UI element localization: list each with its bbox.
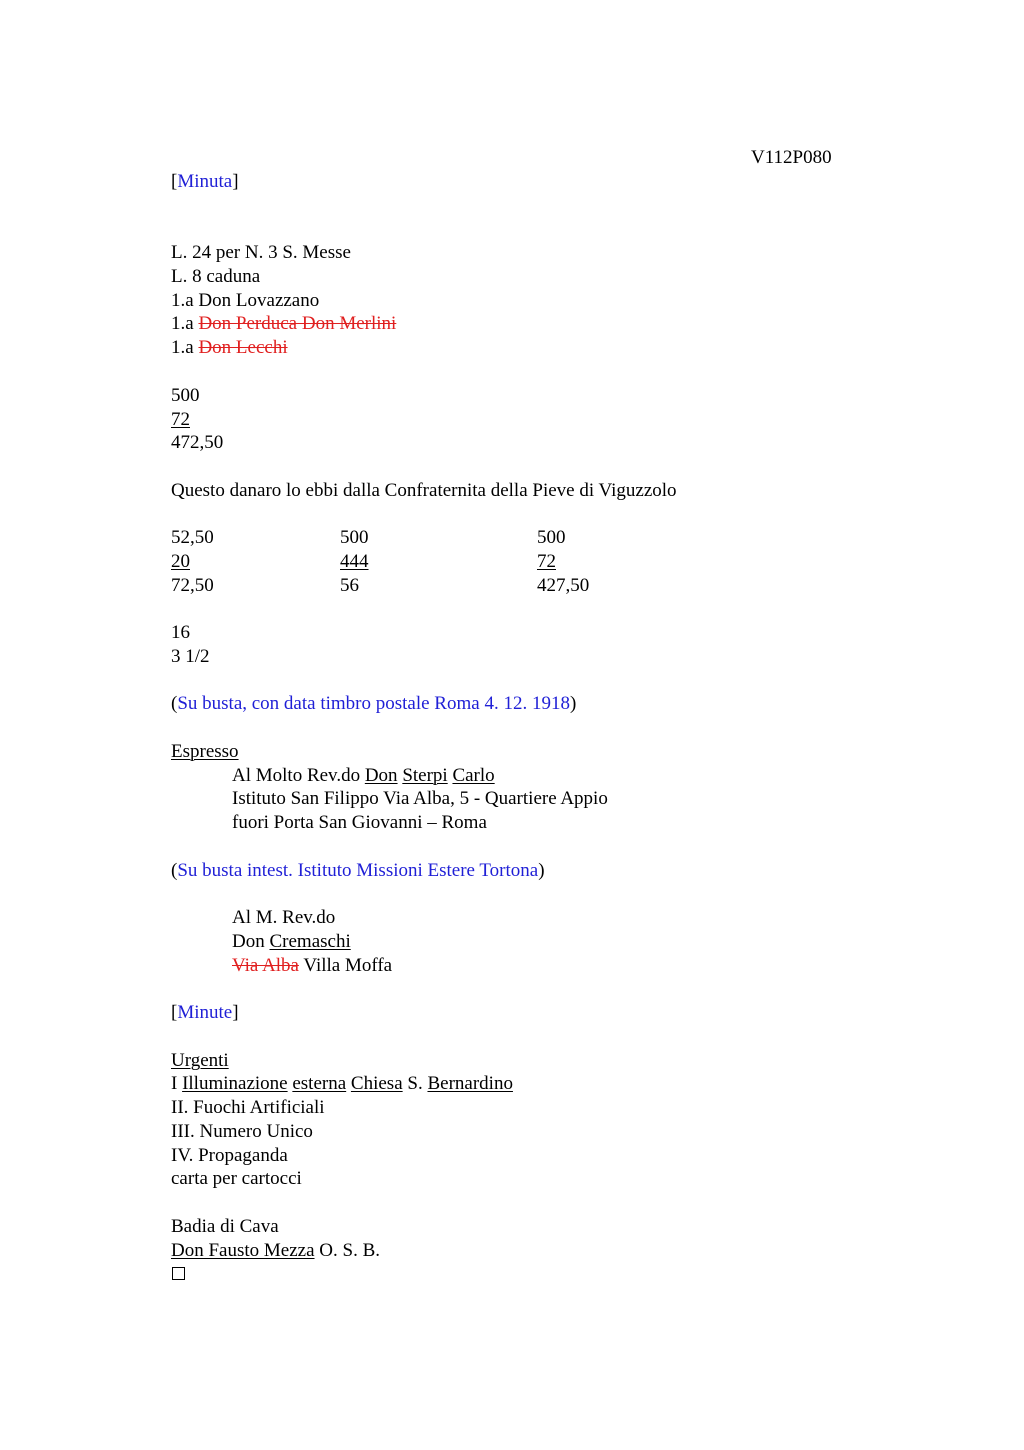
struck-line: 1.a Don Perduca Don Merlini: [171, 313, 397, 334]
col2-value: 444: [340, 551, 369, 572]
envelope-annotation: (Su busta, con data timbro postale Roma 4. 12. 1918): [171, 693, 577, 714]
address-line: Al M. Rev.do: [232, 907, 336, 928]
list-item: IV. Propaganda: [171, 1145, 288, 1166]
col2-result: 56: [340, 575, 359, 596]
col3-value: 72: [537, 551, 556, 572]
calc-value: 500: [171, 385, 200, 406]
calc-result: 472,50: [171, 432, 224, 453]
col1-value: 52,50: [171, 527, 214, 548]
address-line: Via Alba Villa Moffa: [232, 955, 393, 976]
envelope-annotation: (Su busta intest. Istituto Missioni Estere Tortona): [171, 860, 545, 881]
col2-value: 500: [340, 527, 369, 548]
checkbox-square-icon: [172, 1267, 185, 1280]
extra-value: 16: [171, 622, 190, 643]
address-line: Don Cremaschi: [232, 931, 351, 952]
envelope-type: Espresso: [171, 741, 239, 762]
list-item: I Illuminazione esterna Chiesa S. Bernardino: [171, 1073, 513, 1094]
struck-text: Don Perduca Don Merlini: [198, 313, 397, 334]
col3-result: 427,50: [537, 575, 590, 596]
address-line: fuori Porta San Giovanni – Roma: [232, 812, 487, 833]
col3-value: 500: [537, 527, 566, 548]
place-line: Badia di Cava: [171, 1216, 279, 1237]
reference-code: V112P080: [751, 147, 832, 168]
text-line: L. 8 caduna: [171, 266, 261, 287]
minute-label: [Minute]: [171, 1002, 239, 1023]
money-note: Questo danaro lo ebbi dalla Confraternita della Pieve di Viguzzolo: [171, 480, 677, 501]
extra-value: 3 1/2: [171, 646, 210, 667]
text-line: 1.a Don Lovazzano: [171, 290, 320, 311]
urgent-heading: Urgenti: [171, 1050, 229, 1071]
list-item: carta per cartocci: [171, 1168, 302, 1189]
name-line: Don Fausto Mezza O. S. B.: [171, 1240, 380, 1261]
struck-text: Don Lecchi: [198, 337, 288, 358]
col1-result: 72,50: [171, 575, 214, 596]
text-line: L. 24 per N. 3 S. Messe: [171, 242, 351, 263]
list-item: II. Fuochi Artificiali: [171, 1097, 325, 1118]
address-line: Al Molto Rev.do Don Sterpi Carlo: [232, 765, 495, 786]
col1-value: 20: [171, 551, 190, 572]
address-line: Istituto San Filippo Via Alba, 5 - Quartiere Appio: [232, 788, 608, 809]
struck-line: 1.a Don Lecchi: [171, 337, 288, 358]
list-item: III. Numero Unico: [171, 1121, 313, 1142]
struck-text: Via Alba: [232, 955, 299, 976]
calc-value: 72: [171, 409, 190, 430]
minuta-label: [Minuta]: [171, 171, 239, 192]
